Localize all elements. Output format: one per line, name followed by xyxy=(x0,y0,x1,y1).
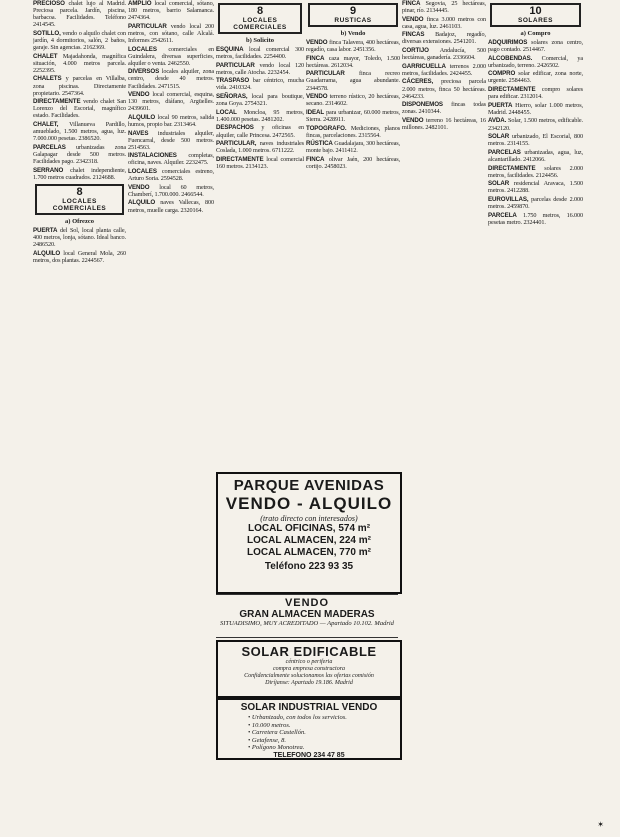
ad-item: • Urbanizado, con todos los servicios. xyxy=(248,714,400,722)
entry-text: finca recreo Guadarrama, agua abundante. 2344578. xyxy=(306,70,400,92)
entry-text: chalet independiente, 1.700 metros cuadrados. 2124688. xyxy=(33,166,126,181)
classified-entry xyxy=(33,167,126,181)
classified-entry xyxy=(33,30,126,51)
entry-keyword: CHALET xyxy=(33,52,58,60)
classified-entry xyxy=(488,133,583,147)
classified-entry xyxy=(306,93,400,107)
entry-keyword: DIRECTAMENTE xyxy=(488,86,536,94)
entry-text: solar edificar, zona norte, urgente. 2584463. xyxy=(488,70,583,85)
entry-text: preciosa parcela 2.000 metros, finca 50 hectáreas. 2464233. xyxy=(402,78,486,100)
section-header xyxy=(490,3,581,27)
entry-keyword: SEÑORAS, xyxy=(216,93,248,101)
classified-entry xyxy=(216,124,304,138)
classified-entry xyxy=(128,23,214,44)
entry-text: naves industriales Coslada, 1.000 metros. 6711222. xyxy=(216,140,304,155)
entry-keyword: PARTICULAR, xyxy=(216,140,257,148)
entry-text: urbanizadas zona Galapagar desde 500 metros. Facilidades pago. 2342318. xyxy=(33,143,126,165)
entry-keyword: LOCAL xyxy=(216,108,237,116)
entry-text: local comercial, esquina, 130 metros, diáfano, Argüelles. 2439601. xyxy=(128,91,214,113)
entry-text: vendo local 200 metros, con sótano, calle Alcalá. Informes 2542611. xyxy=(128,22,214,44)
ad-phone: Teléfono 223 93 35 xyxy=(264,561,354,572)
ad-title: SOLAR INDUSTRIAL VENDO xyxy=(240,702,378,713)
entry-keyword: PARCELA xyxy=(488,211,517,219)
ad-note: (trato directo con interesados) xyxy=(260,514,358,523)
section-header xyxy=(308,3,398,27)
column-6 xyxy=(488,0,583,837)
classified-entry xyxy=(128,199,214,213)
entry-text: Badajoz, regadío, diversas extensiones. 2541201. xyxy=(402,31,486,46)
ad-item: • Polígono Monotrea. xyxy=(248,744,400,752)
ad-text: Diríjanse: Apartado 19.186. Madrid xyxy=(265,680,353,686)
ad-solar-industrial xyxy=(216,698,402,760)
classified-entry xyxy=(488,180,583,194)
classified-entry xyxy=(216,62,304,76)
entry-text: bar céntrico, mucha vida. 2410324. xyxy=(216,77,304,92)
entry-keyword: PRECIOSO xyxy=(33,0,65,7)
classified-entry xyxy=(402,47,486,61)
entry-keyword: FINCA xyxy=(306,54,325,62)
classified-entry xyxy=(306,156,400,170)
ad-parque-avenidas xyxy=(216,472,402,594)
entry-text: local comercial 160 metros. 2134123. xyxy=(216,155,304,170)
section-number: 8 xyxy=(76,185,83,198)
entry-text: urbanizadas, agua, luz, alcantarillado. 2412066. xyxy=(488,148,583,163)
ad-text: céntrico o periferia xyxy=(285,659,333,665)
entry-keyword: DIVERSOS xyxy=(128,68,160,76)
classified-entry xyxy=(488,117,583,131)
entry-keyword: PARTICULAR xyxy=(306,70,345,78)
classified-entry xyxy=(33,144,126,165)
ad-almacen-maderas: VENDO GRAN ALMACEN MADERAS SITUADISIMO, MUY ACREDITADO — Apartado 10.102. Madrid xyxy=(216,594,398,638)
entry-text: Mediciones, planos fincas, parcelaciones. 2315564. xyxy=(306,124,400,139)
ad-text: Confidencialmente solucionamos las ofertas comisión xyxy=(244,673,374,679)
entry-keyword: RÚSTICA xyxy=(306,140,333,148)
entry-text: local para boutique, zona Goya. 2754321. xyxy=(216,93,304,108)
ad-title: PARQUE AVENIDAS xyxy=(233,477,385,494)
ad-title: VENDO xyxy=(284,597,330,609)
section-number: 10 xyxy=(529,5,542,17)
classified-entry xyxy=(216,46,304,60)
classified-entry xyxy=(216,109,304,123)
entry-text: terrenos 2.000 metros, facilidades. 2424455. xyxy=(402,62,486,77)
entry-text: naves Vallecas, 800 metros, muelle carga. 2320164. xyxy=(128,199,214,214)
ad-item: LOCAL ALMACEN, 770 m² xyxy=(247,547,371,558)
classified-entry xyxy=(306,140,400,154)
entry-keyword: SOTILLO, xyxy=(33,29,61,37)
ad-text: Apartado 10.102. Madrid xyxy=(327,620,394,627)
entry-text: solares 2.000 metros, facilidades. 2124456. xyxy=(488,164,583,179)
section-label: LOCALES COMERCIALES xyxy=(233,17,287,31)
section-number: 9 xyxy=(349,5,357,17)
classified-entry xyxy=(488,55,583,69)
entry-text: finca 3.000 metros con casa, agua, luz. 2461103. xyxy=(402,15,486,30)
classified-entry xyxy=(402,0,486,14)
entry-keyword: COMPRO xyxy=(488,70,516,78)
classified-entry xyxy=(33,227,126,248)
ad-text: SITUADISIMO, MUY ACREDITADO xyxy=(220,620,319,627)
ad-subtitle: GRAN ALMACEN MADERAS xyxy=(239,609,375,620)
entry-keyword: DESPACHOS xyxy=(216,124,254,132)
entry-keyword: SOLAR xyxy=(488,180,510,188)
entry-keyword: LOCALES xyxy=(128,45,157,53)
section-subheading: b) Solicito xyxy=(246,37,274,44)
classified-entry xyxy=(216,77,304,91)
entry-keyword: PARCELAS xyxy=(488,148,521,156)
entry-keyword: CORTIJO xyxy=(402,47,429,55)
entry-text: Villanueva Pardillo, amueblado, 1.500 metros, agua, luz. 7.000.000 pesetas. 2386520. xyxy=(33,121,126,143)
ad-phone: TELEFONO 234 47 85 xyxy=(273,751,345,759)
entry-text: chalet lujo al Madrid. Preciosa parcela. Jardín, piscina, barbacoa. Facilidades. Teléfono 2414545. xyxy=(33,0,126,29)
ad-item: • 10.000 metros. xyxy=(248,722,400,730)
entry-keyword: PARTICULAR xyxy=(128,22,167,30)
entry-keyword: ALCOBENDAS. xyxy=(488,54,533,62)
entry-keyword: SOLAR xyxy=(488,133,510,141)
entry-text: finca Talavera, 400 hectáreas, regadío, casa labor. 2451356. xyxy=(306,39,400,54)
column-2 xyxy=(128,0,214,837)
classified-entry xyxy=(128,68,214,89)
classified-entry xyxy=(33,53,126,74)
page-mark-icon: ✶ xyxy=(597,820,604,829)
entry-keyword: LOCALES xyxy=(128,168,157,176)
classified-entry xyxy=(33,75,126,96)
entry-keyword: CHALETS xyxy=(33,75,62,83)
classified-entry xyxy=(128,130,214,151)
section-subheading: a) Compro xyxy=(520,30,551,37)
ad-solar-edificable xyxy=(216,640,402,698)
entry-text: vendo local 120 metros, calle Atocha. 2232454. xyxy=(216,61,304,76)
entry-text: compro solares para edificar. 2312014. xyxy=(488,86,583,101)
entry-keyword: VENDO xyxy=(402,116,424,124)
entry-text: del Sol, local planta calle, 400 metros, lonja, sótano. Ideal banco. 2486520. xyxy=(33,226,126,248)
classified-entry xyxy=(488,70,583,84)
classified-entry xyxy=(128,46,214,67)
entry-keyword: NAVES xyxy=(128,129,149,137)
ad-item: • Getafense, 8. xyxy=(248,737,400,745)
section-label: SOLARES xyxy=(518,17,553,24)
section-label: RUSTICAS xyxy=(334,17,372,24)
entry-text: locales alquiler, zona centro, desde 40 metros. Facilidades. 2471515. xyxy=(128,68,214,90)
classified-entry xyxy=(128,184,214,198)
entry-text: residencial Aravaca, 1.500 metros. 2412288. xyxy=(488,180,583,195)
entry-keyword: PUERTA xyxy=(33,226,58,234)
entry-keyword: INSTALACIONES xyxy=(128,152,177,160)
section-subheading: a) Ofrezco xyxy=(65,217,94,225)
entry-text: terreno rústico, 20 hectáreas, secano. 2314602. xyxy=(306,93,400,108)
ad-item: • Carretera Castellón. xyxy=(248,729,400,737)
classified-entry xyxy=(306,109,400,123)
entry-keyword: FINCAS xyxy=(402,31,425,39)
entry-text: industriales alquiler, Fuencarral, desde 500 metros. 2514563. xyxy=(128,129,214,151)
ad-item: LOCAL ALMACEN, 224 m² xyxy=(247,535,371,546)
entry-keyword: PARTICULAR xyxy=(216,61,255,69)
entry-keyword: ALQUILO xyxy=(33,249,61,257)
entry-text: local comercial, sótano, 180 metros, barrio Salamanca. 2474364. xyxy=(128,0,214,22)
section-header xyxy=(218,3,302,34)
classified-entry xyxy=(216,93,304,107)
classified-entry xyxy=(488,102,583,116)
entry-text: y parcelas en Villalba, zona piscinas. Directamente propietario. 2547364. xyxy=(33,75,126,97)
entry-keyword: VENDO xyxy=(306,39,328,46)
entry-text: Solar, 1.500 metros, edificable. 2342120. xyxy=(488,117,583,132)
classified-entry xyxy=(402,117,486,131)
entry-text: solares zona centro, pago contado. 2514467. xyxy=(488,39,583,54)
classified-entry xyxy=(488,86,583,100)
classified-entry xyxy=(488,196,583,210)
classified-entry xyxy=(33,250,126,264)
classified-entry xyxy=(306,55,400,69)
entry-text: fincas todas zonas. 2410344. xyxy=(402,101,486,116)
entry-text: completas, oficina, naves. Alquiler. 2232475. xyxy=(128,152,214,167)
entry-keyword: SERRANO xyxy=(33,166,64,174)
entry-keyword: ADQUIRIMOS xyxy=(488,39,528,46)
entry-keyword: DIRECTAMENTE xyxy=(216,155,264,163)
classified-entry xyxy=(402,63,486,77)
classified-entry xyxy=(402,78,486,99)
entry-keyword: CHALET, xyxy=(33,121,59,128)
classified-entry xyxy=(402,101,486,115)
entry-keyword: CÁCERES, xyxy=(402,78,434,86)
classified-entry xyxy=(128,168,214,182)
classified-entry xyxy=(306,70,400,91)
entry-keyword: GARRICUELLA xyxy=(402,62,446,70)
entry-keyword: PUERTA xyxy=(488,101,513,109)
entry-keyword: DIRECTAMENTE xyxy=(488,164,536,172)
classified-entry xyxy=(128,114,214,128)
classified-entry xyxy=(216,156,304,170)
section-subheading: b) Vendo xyxy=(340,30,366,37)
entry-text: Majadahonda, magnífica situación, 4.000 metros parcela. 2252395. xyxy=(33,52,126,74)
entry-text: Hierro, solar 1.000 metros, Madrid. 2448455. xyxy=(488,101,583,116)
entry-keyword: FINCA xyxy=(306,155,325,163)
entry-text: Moncloa, 95 metros, 1.400.000 pesetas. 2481202. xyxy=(216,108,304,123)
entry-text: local 90 metros, salida humos, propio bar. 2313464. xyxy=(128,113,214,128)
entry-text: Andalucía, 500 hectáreas, ganadería. 2336604. xyxy=(402,47,486,62)
classified-entry xyxy=(128,152,214,166)
entry-keyword: ESQUINA xyxy=(216,46,244,53)
ad-title: SOLAR EDIFICABLE xyxy=(241,644,377,659)
entry-text: comerciales estreno, Arturo Soria. 2594528. xyxy=(128,168,214,183)
ad-list xyxy=(248,714,400,752)
entry-keyword: AVDA. xyxy=(488,117,507,125)
entry-keyword: VENDO xyxy=(306,93,328,101)
classified-entry xyxy=(488,212,583,226)
ad-text: compra empresa constructora xyxy=(272,666,346,672)
entry-text: parcelas desde 2.000 metros. 2459870. xyxy=(488,195,583,210)
classified-entry xyxy=(488,165,583,179)
entry-text: olivar Jaén, 200 hectáreas, cortijo. 2458023. xyxy=(306,155,400,170)
entry-text: 1.750 metros, 16.000 pesetas metro. 2324401. xyxy=(488,211,583,226)
entry-text: local comercial 300 metros, facilidades. 2254400. xyxy=(216,46,304,61)
classified-entry xyxy=(402,16,486,30)
classified-entry xyxy=(33,98,126,119)
entry-text: comerciales en Guindalera, diversas superficies, alquiler o venta. 2462550. xyxy=(128,45,214,67)
section-header xyxy=(35,184,124,215)
entry-text: Segovia, 25 hectáreas, pinar, río. 2134445. xyxy=(402,0,486,15)
classified-entry xyxy=(488,149,583,163)
entry-text: para urbanizar, 60.000 metros, Sierra. 2428911. xyxy=(306,108,400,123)
entry-text: Guadalajara, 300 hectáreas, monte bajo. 2411412. xyxy=(306,140,400,155)
entry-text: vendo o alquilo chalet con jardín, 4 dormitorios, salón, 2 baños, garaje. Sin agencias. 2162369. xyxy=(33,29,126,52)
entry-text: caza mayor, Toledo, 1.500 hectáreas. 2612034. xyxy=(306,54,400,69)
entry-keyword: TRASPASO xyxy=(216,77,250,85)
entry-keyword: DIRECTAMENTE xyxy=(33,98,81,106)
classified-entry xyxy=(306,39,400,53)
entry-keyword: ALQUILO xyxy=(128,199,156,207)
classified-entry xyxy=(33,121,126,142)
classified-entry xyxy=(402,31,486,45)
entry-text: terreno 16 hectáreas, 16 millones. 2482101. xyxy=(402,116,486,131)
entry-keyword: VENDO xyxy=(128,91,150,99)
entry-keyword: TOPOGRAFO. xyxy=(306,124,347,132)
entry-keyword: VENDO xyxy=(402,15,424,23)
column-1 xyxy=(33,0,126,837)
entry-keyword: ALQUILO xyxy=(128,113,156,121)
entry-keyword: AMPLIO xyxy=(128,0,152,7)
entry-keyword: FINCA xyxy=(402,0,421,7)
classified-entry xyxy=(33,0,126,28)
classified-entry xyxy=(216,140,304,154)
column-5 xyxy=(402,0,486,837)
entry-text: local General Mola, 260 metros, dos plantas. 2244567. xyxy=(33,249,126,264)
entry-text: urbanizado, El Escorial, 800 metros. 2314155. xyxy=(488,133,583,148)
entry-keyword: DISPONEMOS xyxy=(402,101,443,109)
section-number: 8 xyxy=(256,5,264,17)
ad-item: LOCAL OFICINAS, 574 m² xyxy=(247,523,371,534)
classified-entry xyxy=(306,125,400,139)
classified-entry xyxy=(128,0,214,21)
section-label: LOCALES COMERCIALES xyxy=(52,197,107,212)
entry-keyword: IDEAL xyxy=(306,108,325,116)
entry-keyword: PARCELAS xyxy=(33,143,66,151)
entry-text: y oficinas en alquiler, calle Princesa. 2472565. xyxy=(216,124,304,139)
classified-entry xyxy=(488,39,583,53)
entry-keyword: EUROVILLAS, xyxy=(488,195,529,203)
entry-keyword: VENDO xyxy=(128,183,150,191)
ad-subtitle: VENDO - ALQUILO xyxy=(225,494,393,513)
entry-text: Comercial, ya urbanizado, terreno. 2426502. xyxy=(488,54,583,69)
classified-entry xyxy=(128,91,214,112)
entry-text: local 60 metros, Chamberí, 1.700.000. 2466544. xyxy=(128,183,214,198)
entry-text: vendo chalet San Lorenzo del Escorial, magnífico estado. Facilidades. xyxy=(33,98,126,120)
